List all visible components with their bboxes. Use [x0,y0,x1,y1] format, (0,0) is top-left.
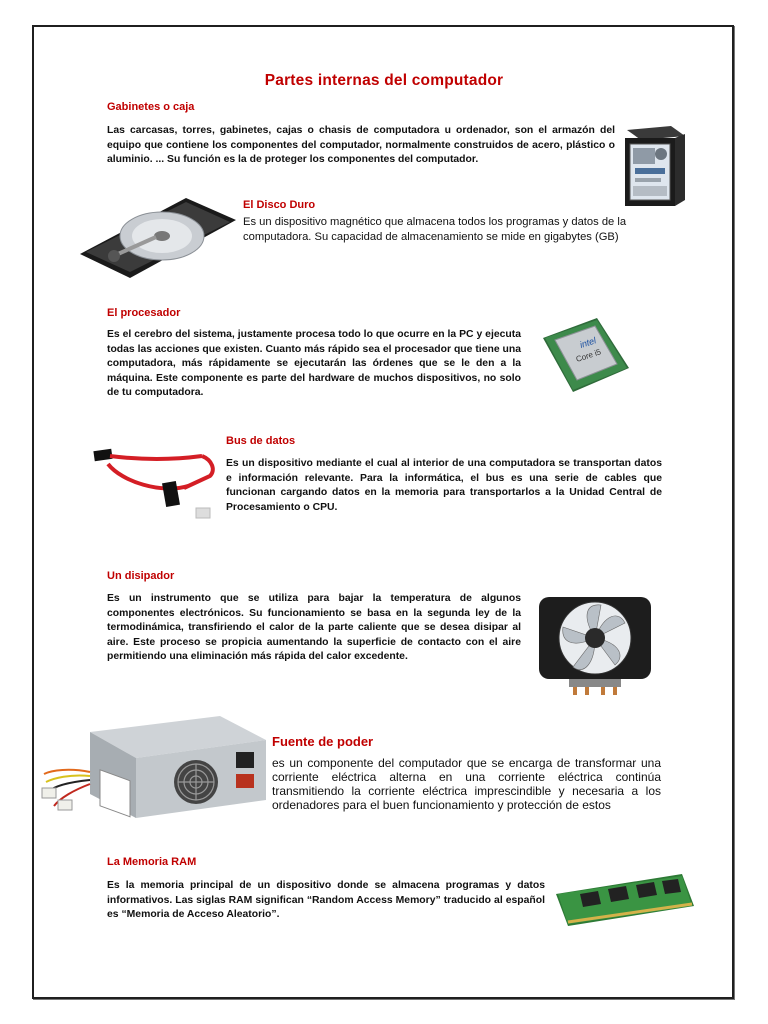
ram-module-image [552,868,698,932]
cpu-cooler-image [535,593,655,697]
processor-model-label: Core i5 [574,347,603,364]
section-heading-disipador: Un disipador [107,570,175,582]
section-text-disipador: Es un instrumento que se utiliza para bajar la temperatura de algunos componentes electrónicos. Su funcionamiento se basa en la segunda ley de la termodinámica, transfiriendo el calor de la parte caliente que se desea disipar al aire. Este proceso se propicia aumentando la superficie de contacto con el aire permitiendo una eliminación más rápida del calor excedente. [107,593,521,663]
section-heading-procesador: El procesador [107,307,181,319]
section-heading-bus-datos: Bus de datos [226,435,296,447]
section-text-memoria-ram: Es la memoria principal de un dispositivo donde se almacena programas y datos informativos. Las siglas RAM significan “Random Access Memory” traducido al español es “Memoria de Acceso Aleatorio”. [107,880,545,921]
section-heading-fuente-poder: Fuente de poder [272,734,374,749]
section-text-bus-datos: Es un dispositivo mediante el cual al interior de una computadora se transportan datos e información relevante. Para la informática, el bus es una serie de cables que funcionan cargando datos en la memoria para transportarlos a la Unidad Central de Procesamiento o CPU. [226,458,662,513]
section-heading-gabinetes: Gabinetes o caja [107,101,195,113]
section-text-procesador: Es el cerebro del sistema, justamente procesa todo lo que ocurre en la PC y ejecuta todas las acciones que existen. Cuanto más rápido sea el procesador que tiene una computadora, más rápidamente se ejecutarán las órdenes que se le den a la máquina. Este componente es parte del hardware de muchos dispositivos, no solo de tu computadora. [107,329,521,399]
section-text-gabinetes: Las carcasas, torres, gabinetes, cajas o chasis de computadora u ordenador, son el armazón del equipo que contiene los componentes del computador, normalmente construidos de acero, plástico o aluminio. ... Su función es la de proteger los componentes del computador. [107,125,615,166]
page-title: Partes internas del computador [264,72,504,89]
processor-brand-label: intel [578,335,598,350]
section-heading-disco-duro: El Disco Duro [243,199,316,211]
section-heading-memoria-ram: La Memoria RAM [107,856,197,868]
computer-case-image [621,124,688,208]
processor-image [537,316,633,394]
sata-cable-image [92,442,222,522]
section-text-fuente-poder: es un componente del computador que se encarga de transformar una corriente eléctrica alterna en una corriente eléctrica continúa transmitiendo la corriente eléctrica imprescindible y necesaria a los ordenadores para el buen funcionamiento y protección de estos [272,756,661,812]
power-supply-image [40,712,268,822]
hard-drive-image [78,192,238,280]
section-text-disco-duro: Es un dispositivo magnético que almacena todos los programas y datos de la computadora. Su capacidad de almacenamiento se mide en gigabytes (GB) [243,216,627,243]
